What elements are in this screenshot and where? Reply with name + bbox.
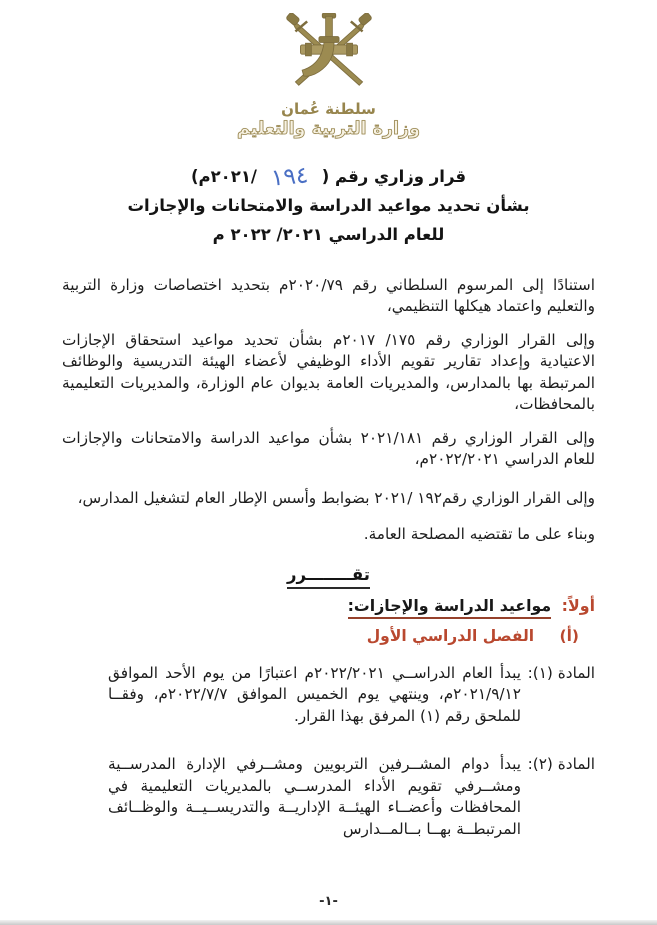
- subsection-a-heading: [62, 627, 579, 645]
- preamble-paragraph: استنادًا إلى المرسوم السلطاني رقم ٢٠٢٠/٧٩م بتحديد اختصاصات وزارة التربية والتعليم واعتماد هيكلها التنظيمي،: [62, 275, 595, 315]
- page-number: -١-: [319, 894, 338, 909]
- article-1-row: [62, 663, 595, 728]
- country-name: سلطنة عُمان: [281, 100, 376, 118]
- article-1-text: يبدأ العام الدراســي ٢٠٢٢/٢٠٢١م اعتبارًا من يوم الأحد الموافق ٢٠٢١/٩/١٢م، وينتهي يوم الخميس الموافق ٢٠٢٢/٧/٧م، وفقــا للملحق رقم (١) المرفق بهذا القرار.: [108, 663, 521, 725]
- oman-national-emblem-icon: [276, 13, 382, 97]
- section-first-label: أولاً:: [561, 595, 595, 615]
- handwritten-decision-number: ١٩٤: [269, 161, 309, 192]
- preamble-paragraph: وإلى القرار الوزاري رقم ١٧٥/ ٢٠١٧م بشأن تحديد مواعيد استحقاق الإجازات الاعتيادية وإعداد تقارير تقويم الأداء الوظيفي لأعضاء الهيئة التدريسية والوظائف المرتبطة بها بالمدارس، والمديريات العامة بديوان عام الوزارة، والمديريات التعليمية بالمحافظات،: [62, 330, 595, 413]
- article-2-label: المادة (٢):: [527, 755, 595, 773]
- article-2-text: يبدأ دوام المشــرفين التربويين ومشــرفي الإدارة المدرســية ومشــرفي تقويم الأداء المدرســي بالمديريات التعليمية في المحافظات وأعضــاء الهيئــة الإداريــة والتدريســيــة والوظــائف المرتبطــة بهــا بــالمــدارس: [108, 755, 521, 838]
- scan-edge-artifact: [0, 920, 657, 925]
- decision-title-block: [62, 161, 595, 249]
- decision-word: تقــــــــرر: [287, 565, 370, 589]
- academic-year-line: للعام الدراسي ٢٠٢١/ ٢٠٢٢ م: [212, 224, 445, 244]
- preamble-paragraph: وإلى القرار الوزاري رقم١٩٢ /٢٠٢١ بضوابط وأسس الإطار العام لتشغيل المدارس،: [77, 488, 595, 507]
- article-2-row: [62, 754, 595, 840]
- preamble-paragraph: وإلى القرار الوزاري رقم ٢٠٢١/١٨١ بشأن مواعيد الدراسة والامتحانات والإجازات للعام الدراسي ٢٠٢٢/٢٠٢١م،: [62, 428, 595, 468]
- section-first-heading: [62, 596, 595, 615]
- section-first-title: مواعيد الدراسة والإجازات:: [348, 596, 552, 619]
- ministry-name: وزارة التربية والتعليم: [237, 119, 420, 139]
- decision-word-row: [62, 565, 595, 584]
- subsection-a-label: (أ): [559, 626, 579, 645]
- decision-number-suffix: /٢٠٢١م): [190, 166, 263, 186]
- preamble-section: [62, 275, 595, 549]
- article-1-label: المادة (١):: [527, 663, 595, 682]
- decision-subject-line: بشأن تحديد مواعيد الدراسة والامتحانات والإجازات: [127, 195, 530, 215]
- document-header: [62, 0, 595, 139]
- decision-number-line: [62, 161, 595, 191]
- decision-number-prefix: قرار وزاري رقم (: [321, 166, 467, 186]
- subsection-a-title: الفصل الدراسي الأول: [366, 626, 535, 645]
- preamble-paragraph: وبناء على ما تقتضيه المصلحة العامة.: [363, 524, 595, 543]
